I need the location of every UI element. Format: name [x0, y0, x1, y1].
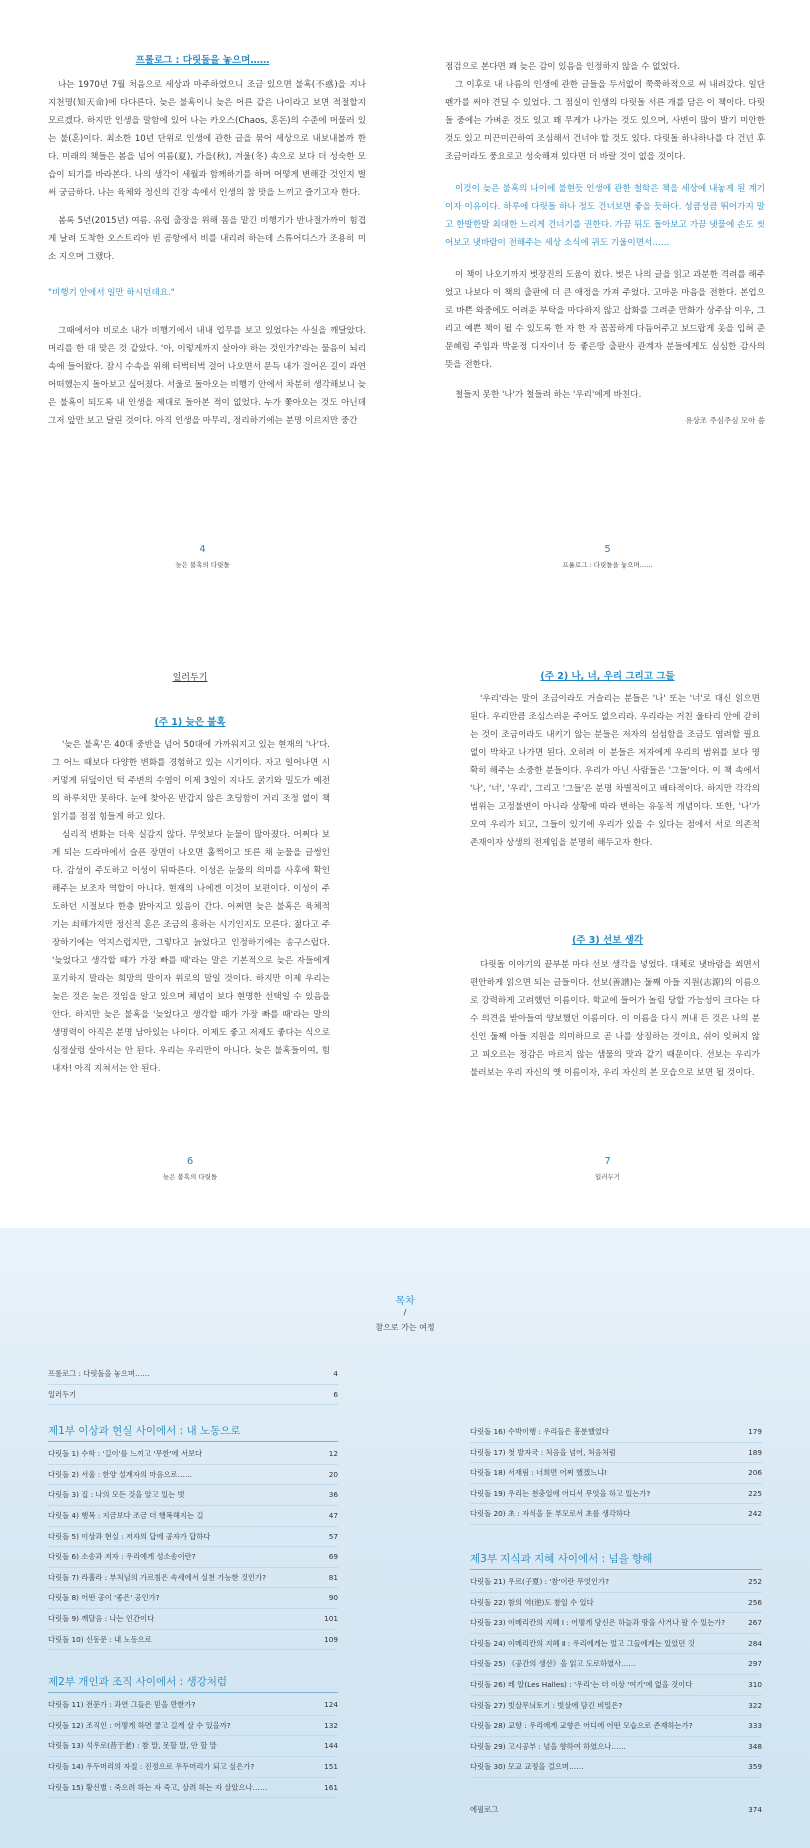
toc-entry-label: 다릿돌 6) 소송과 저자 : 우리에게 성소송이란?: [48, 1552, 196, 1562]
paragraph: 심리적 변화는 더욱 실감지 않다. 무엇보다 눈물이 많아졌다. 어쩌다 보게 되는 드라마에서 슬픈 장면이 나오면 훌쩍이고 또른 채 눈물을 글썽인다. 감성이 주도하고 이성이 뒤따른다. 이성은 눈물의 의미를 사후에 확인해주는 보조자 역할이 아니다. 현재의 나에겐 이것이 보편이다. 이성이 주도하던 시절보다 한층 밝아지고 있음이 간다. 어쩌면 늦은 불혹은 육체적 기는 쇠해가지만 정신적 혼은 조금의 흥하는 시기인지도 모른다. 젊다고 주장하기에는 억지스럽지만, 그렇다고 늙었다고 인정하기에는 송구스럽다. '늦었다고 생각할 때가 가장 빠를 때'라는 말은 기본적으로 늦은 자들에게 포기하지 말라는 희망의 말이자 위로의 말일 것이다. 하지만 이제 우리는 늦은 것은 늦은 것임을 알고 있으며 체념이 보다 현명한 선택일 수 있음을 안다. 하지만 늦은 불혹을 '늦었다고 생각할 때가 가장 빠를 때'라는 말의 생명력이 아직은 분명 남아있는 나이다. 이제도 좋고 저제도 좋다는 식으로 심정살렁 살아서는 안 된다. 우리는 우리만이 아니다. 늦은 불혹들이여, 힘내자! 아직 지쳐서는 안 된다.: [52, 830, 330, 1074]
toc-entry[interactable]: [48, 1385, 338, 1406]
toc-left-column: [48, 1364, 338, 1798]
toc-entry-label: 다릿돌 8) 어떤 공이 '좋은' 공인가?: [48, 1593, 160, 1603]
pull-quote: "비행기 안에서 일만 하시던데요.": [48, 288, 175, 298]
toc-entry-page: 101: [324, 1613, 338, 1623]
toc-entry-page: 81: [328, 1572, 338, 1582]
toc-entry-label: 다릿돌 18) 서재림 : 너희면 어찌 했겠느냐!: [470, 1468, 608, 1478]
toc-entry-label: 다릿돌 24) 이메리칸의 지혜 Ⅱ : 우리에게는 얼고 그들에게는 있었던 것: [470, 1638, 695, 1648]
toc-entry-page: 161: [324, 1782, 338, 1792]
toc-entry-page: 20: [328, 1469, 338, 1479]
page-5: [405, 0, 810, 600]
toc-entry-page: 57: [328, 1531, 338, 1541]
toc-entry[interactable]: [48, 1485, 338, 1506]
toc-entry-label: 다릿돌 5) 이상과 현실 : 저자의 답에 공자가 답하다: [48, 1531, 211, 1541]
toc-entry-label: 다릿돌 11) 전문가 : 과연 그들은 믿을 만한가?: [48, 1700, 196, 1710]
paragraph: 봄록 5년(2015년) 여름. 유럽 출장을 위해 몸을 맡긴 비행기가 반나절가까이 힘겹게 날려 도착한 오스트리아 빈 공항에서 비를 내리려 하는데 스튜어디스가 조용히 미소 지으며 그랬다.: [48, 216, 366, 262]
toc-entry[interactable]: [48, 1506, 338, 1527]
toc-entry[interactable]: [470, 1593, 762, 1614]
toc-entry-label: 다릿돌 2) 서울 : 한양 설계자의 마음으로……: [48, 1469, 193, 1479]
toc-entry-label: 다릿돌 7) 라훌라 : 부처님의 가르침은 속세에서 실천 가능한 것인가?: [48, 1572, 266, 1582]
toc-entry-page: 252: [748, 1576, 762, 1586]
page-footer: 늦은 불혹의 다릿돌: [175, 561, 230, 569]
paragraph: 다릿돌 이야기의 끝부분 마다 선보 생각을 넣었다. 대체로 냇바람을 쐬면서 편안하게 읽으면 되는 글들이다. 선보(善譜)는 둘째 아들 지원(志源)의 이름으로 강력하게 고려했던 이름이다. 학교에 들어가 놀림 당할 가능성이 크다는 다수 의견을 받아들여 양보했던 이름이다. 이 이름을 다시 꺼내 든 것은 나의 분신인 둘째 아들 지원을 의미하므로 곧 나를 상징하는 것이요, 쉬이 잊혀지 않고 피오르는 정감은 마르지 않는 샘물의 맛과 같기 때문이다. 선보는 우리가 불러보는 우리 자신의 옛 이름이자, 우리 자신의 본 모습으로 보면 될 것이다.: [470, 960, 760, 1078]
toc-entry-page: 69: [328, 1552, 338, 1562]
note-1-heading: (주 1) 늦은 불혹: [154, 717, 226, 728]
paragraph: '늦은 불혹'은 40대 중반을 넘어 50대에 가까워지고 있는 현재의 '나'다. 그 어느 때보다 다양한 변화를 경험하고 있는 시기이다. 자고 일어나면 시커멓게 뒤덮이던 턱 주변의 수염이 이제 3일이 지나도 굵기와 밀도가 예전의 하루치만 못하다. 눈에 찾아온 반갑지 않은 초딩함이 거리 조정 없이 책 읽기를 점점 힘들게 하고 있다.: [52, 740, 330, 822]
toc-entry[interactable]: [470, 1504, 762, 1525]
toc-continued-list: [470, 1422, 762, 1525]
toc-entry-label: 다릿돌 22) 참의 역(逆)도 참일 수 있다: [470, 1597, 594, 1607]
toc-entry-label: 다릿돌 30) 모교 교정을 걸으며……: [470, 1762, 584, 1772]
part-1-list: [48, 1444, 338, 1650]
part-1-heading: 제1부 이상과 현실 사이에서 : 내 노동으로: [48, 1423, 338, 1442]
toc-entry-label: 다릿돌 17) 첫 발자국 : 처음을 넘어, 처음처럼: [470, 1447, 616, 1457]
toc-entry[interactable]: [48, 1736, 338, 1757]
toc-entry[interactable]: [48, 1568, 338, 1589]
signature: 유상조 주심주심 모아 씀: [685, 416, 765, 425]
toc-entry-label: 다릿돌 1) 수학 : '길이'를 느끼고 '무한'에 서보다: [48, 1449, 203, 1459]
toc-entry-label: 다릿돌 27) 빗살무늬토기 : 빗살에 담긴 비밀은?: [470, 1700, 623, 1710]
toc-entry-label: 다릿돌 12) 조직인 : 어떻게 하면 쿨고 길게 살 수 있을까?: [48, 1720, 231, 1730]
paragraph: 그때에서야 비로소 내가 비행기에서 내내 업무를 보고 있었다는 사실을 깨달았다. 머리를 한 대 맞은 것 같았다. '아, 이렇게까지 살아야 하는 것인가?'라는 물음이 뇌리 속에 들어왔다. 잠시 수속을 위해 터벅터벅 걸어 나오면서 문득 내가 걸어온 길이 과연 어떠했는지 돌아보고 싶어졌다. 서울로 돌아오는 비행기 안에서 차분히 생각해보니 늦은 불혹이 되도록 내 인생을 제대로 돌아본 적이 없었다. 누가 쫓아오는 것도 아닌데 그저 앞만 보고 달린 것이다. 아직 인생을 마무리, 정리하기에는 분명 이르지만 중간: [48, 326, 366, 426]
toc-entry-label: 일러두기: [48, 1389, 77, 1399]
toc-entry-label: 다릿돌 29) 고시공부 : 넘을 향하여 하였으나……: [470, 1741, 626, 1751]
page-footer: 일러두기: [594, 1173, 621, 1181]
toc-entry[interactable]: [48, 1465, 338, 1486]
toc-entry-page: 310: [748, 1679, 762, 1689]
toc-entry-page: 4: [333, 1369, 338, 1378]
toc-entry[interactable]: [48, 1364, 338, 1385]
toc-entry[interactable]: [470, 1757, 762, 1778]
note-3-heading: (주 3) 선보 생각: [571, 935, 644, 946]
toc-entry-page: 359: [748, 1762, 762, 1772]
toc-entry-label: 에필로그: [470, 1804, 499, 1814]
toc-entry-page: 225: [748, 1488, 762, 1498]
page-4: [0, 0, 405, 600]
toc-entry[interactable]: [470, 1737, 762, 1758]
toc-entry-page: 36: [328, 1490, 338, 1500]
toc-entry[interactable]: [48, 1630, 338, 1651]
page-6: [0, 630, 405, 1230]
toc-entry-page: 132: [324, 1720, 338, 1730]
toc-entry-label: 다릿돌 23) 이메리칸의 지혜 Ⅰ : 어떻게 당신은 하늘과 땅을 사거나 팔 수 있는가?: [470, 1618, 726, 1628]
toc-entry-page: 284: [748, 1638, 762, 1648]
blue-paragraph: 이것이 늦은 불혹의 나이에 불현듯 인생에 관한 철학은 책을 세상에 내놓게 된 계기이자 이유이다. 하루에 다릿돌 하나 정도 건너보면 좋을 듯하다. 성큼성큼 뛰어가지 말고 한발한발 최대한 느리게 건너기를 권한다. 가끔 뒤도 돌아보고 가끔 냇물에 손도 씻어보고 냇바람이 전해주는 세상 소식에 귀도 기울이면서……: [445, 184, 765, 248]
toc-entry[interactable]: [48, 1757, 338, 1778]
page-4-body: [48, 76, 366, 430]
notes-heading: 일러두기: [172, 673, 208, 683]
toc-entry[interactable]: [470, 1572, 762, 1593]
toc-entry-label: 다릿돌 21) 우르(子夏) : '참'이란 무엇인가?: [470, 1576, 609, 1586]
toc-entry-label: 다릿돌 4) 행복 : 지금보다 조금 더 행복해지는 길: [48, 1510, 204, 1520]
toc-entry-label: 다릿돌 26) 레 알(Les Halles) : '우리'는 더 이상 '여기'에 없을 것이다: [470, 1679, 693, 1689]
toc-entry-page: 256: [748, 1597, 762, 1607]
toc-entry-page: 124: [324, 1700, 338, 1710]
toc-entry-page: 267: [748, 1618, 762, 1628]
toc-entry-page: 333: [748, 1721, 762, 1731]
part-2-heading: 제2부 개인과 조직 사이에서 : 생강처럼: [48, 1674, 338, 1693]
toc-entry-label: 다릿돌 15) 황신별 : 죽으려 하는 자 죽고, 살려 하는 자 살았으나……: [48, 1782, 268, 1792]
toc-entry-page: 47: [328, 1510, 338, 1520]
toc-entry-page: 374: [748, 1804, 762, 1814]
toc-entry-label: 다릿돌 20) 초 : 자식을 둔 부모로서 초를 생각하다: [470, 1509, 631, 1519]
toc-entry-label: 다릿돌 16) 수박이행 : 우리들은 흥분했었다: [470, 1427, 609, 1436]
paragraph: 점검으로 본다면 꽤 늦은 감이 있음을 인정하지 않을 수 없었다.: [445, 62, 680, 72]
toc-entry-page: 12: [328, 1449, 338, 1459]
toc-entry[interactable]: [470, 1613, 762, 1634]
toc-subtitle: 참으로 가는 여정: [375, 1323, 435, 1332]
toc-entry[interactable]: [470, 1696, 762, 1717]
toc-entry[interactable]: [48, 1695, 338, 1716]
part-2-list: [48, 1695, 338, 1798]
page-5-body: [445, 58, 765, 430]
paragraph: 나는 1970년 7월 처음으로 세상과 마주하였으니 조금 있으면 불혹(不惑)을 지나 지천명(知天命)에 다다른다. 늦은 불혹이니 늦은 어른 같은 나이라고 보면 적절할지 모르겠다. 하지만 인생을 말함에 있어 나는 카오스(Chaos, 혼돈)의 수준에 머물러 있는 불(혼)이다. 최소한 10년 단위로 인생에 관한 글을 묶어 세상으로 내보내볼까 한다. 미래의 책들은 봄을 넘어 여름(夏), 가을(秋), 겨울(冬) 속으로 보다 더 성숙한 모습이 되기를 바라본다. 나의 생각이 세월과 함께하기를 하며 어떻게 변해갈 것인지 벌써 궁금하다. 나는 육체와 정신의 긴장 속에서 인생의 참 맛을 느끼고 즐기고자 한다.: [48, 80, 366, 198]
part-3-heading: 제3부 지식과 지혜 사이에서 : 넘을 향해: [470, 1551, 762, 1570]
toc-entry[interactable]: [48, 1527, 338, 1548]
toc-entry-page: 206: [748, 1468, 762, 1478]
toc-entry[interactable]: [470, 1463, 762, 1484]
toc-entry-page: 179: [748, 1427, 762, 1436]
toc-entry-page: 144: [324, 1741, 338, 1751]
toc-title: 목차: [395, 1296, 415, 1307]
note-2-heading: (주 2) 나, 너, 우리 그리고 그들: [540, 671, 675, 682]
toc-entry-label: 다릿돌 10) 신동문 : 내 노동으로: [48, 1634, 152, 1644]
page-number: 5: [604, 544, 611, 555]
dedication: 철들지 못한 '나'가 철들려 하는 '우리'에게 바친다.: [455, 390, 642, 400]
toc-entry-label: 다릿돌 9) 깨달음 : 나는 인간이다: [48, 1613, 155, 1623]
part-3-list: [470, 1572, 762, 1778]
toc-entry-page: 90: [328, 1593, 338, 1603]
toc-entry[interactable]: [470, 1422, 762, 1443]
page-footer: 프롤로그 : 다릿돌을 놓으며……: [562, 561, 653, 569]
page-6-body: [52, 736, 330, 1078]
toc-entry-label: 다릿돌 14) 우두머리의 자질 : 진정으로 우두머리가 되고 싶은가?: [48, 1761, 255, 1771]
page-number: 7: [604, 1156, 611, 1167]
toc-entry-page: 189: [748, 1447, 762, 1457]
prologue-heading: 프롤로그 : 다릿돌을 놓으며……: [135, 55, 270, 66]
toc-entry-page: 348: [748, 1741, 762, 1751]
toc-entry-page: 297: [748, 1659, 762, 1669]
toc-entry-label: 다릿돌 13) 석우로(昔于老) : 참 말, 못할 말, 안 할 말: [48, 1741, 217, 1751]
toc-entry[interactable]: [48, 1778, 338, 1799]
toc-entry-page: 322: [748, 1700, 762, 1710]
toc-entry-label: 프롤로그 : 다릿돌을 놓으며……: [48, 1369, 150, 1378]
toc-entry[interactable]: [470, 1484, 762, 1505]
toc-entry[interactable]: [470, 1634, 762, 1655]
toc-entry-label: 다릿돌 25) 《공간의 생산》을 읽고 도로하였사……: [470, 1659, 636, 1669]
toc-entry[interactable]: [470, 1716, 762, 1737]
page-7-body-2: [470, 956, 760, 1082]
toc-entry-label: 다릿돌 28) 교향 : 우리에게 교향은 어디에 어떤 모습으로 존재하는가?: [470, 1721, 693, 1731]
page-footer: 늦은 불혹의 다릿돌: [162, 1173, 218, 1181]
toc-entry[interactable]: [48, 1444, 338, 1465]
page-number: 4: [199, 544, 206, 555]
toc-entry[interactable]: [48, 1547, 338, 1568]
paragraph: 이 책이 나오기까지 벗장진의 도움이 컸다. 벗은 나의 글을 읽고 과분한 격려를 해주었고 나보다 이 책의 출판에 더 큰 애정을 가져 주었다. 고마운 마음을 전한다. 본업으로 바쁜 와중에도 어려운 부탁을 마다하지 않고 삽화를 그려준 만화가 상주삼 이우, 그리고 예쁜 책이 될 수 있도록 한 자 한 자 꼼꼼하게 다듬어주고 보드랍게 옷을 입혀 준 문혜림 주임과 박윤정 디자이너 등 좋은땅 출판사 관계자 분들에게도 심심한 감사의 뜻을 전한다.: [445, 270, 765, 370]
paragraph: '우리'라는 말이 조금이라도 거슬리는 분들은 '나' 또는 '너'로 대신 읽으면 된다. 우리만큼 조심스러운 주어도 없으리라. 우리라는 거친 울타리 안에 갇히는 것이 조금이라도 내키기 않는 분들은 저자의 섬섬함을 조금도 염려할 필요 없이 박차고 나가면 된다. 오히려 이 분들은 저자에게 우리의 범위를 보다 명확히 해주는 소중한 분들이다. 우리가 아닌 사람들은 '그들'이다. 이 책 속에서 '나', '너', '우리', 그리고 '그들'은 분명 차별적이고 배타적이다. 하지만 각각의 범위는 고정불변이 아니라 상황에 따라 변하는 유동적 개념이다. 또한, '나'가 모여 우리가 되고, 그들이 있기에 우리가 있을 수 있다는 점에서 서로 의존적 존재이자 상생의 전제임을 분명히 해두고자 한다.: [470, 694, 760, 848]
toc-entry-label: 다릿돌 3) 집 : 나의 모든 것을 알고 있는 벗: [48, 1490, 185, 1500]
page-7: [405, 630, 810, 1230]
page-number: 6: [186, 1156, 194, 1167]
toc-entry[interactable]: [48, 1588, 338, 1609]
toc-entry-page: 151: [324, 1761, 338, 1771]
toc-right-column: [470, 1422, 762, 1820]
toc-entry[interactable]: [48, 1609, 338, 1630]
toc-entry[interactable]: [470, 1654, 762, 1675]
page-7-body-1: [470, 690, 760, 852]
toc-entry-label: 다릿돌 19) 우리는 천충일에 어디서 무엇을 하고 있는가?: [470, 1488, 651, 1498]
toc-entry-page: 242: [748, 1509, 762, 1519]
toc-entry-epilogue[interactable]: [470, 1800, 762, 1820]
toc-entry[interactable]: [48, 1716, 338, 1737]
toc-slash: /: [403, 1308, 407, 1317]
toc-entry[interactable]: [470, 1443, 762, 1464]
paragraph: 그 이후로 내 나름의 인생에 관한 글들을 두서없이 쭉쭉하적으로 써 내려갔다. 일단 펜가를 써야 견딜 수 있었다. 그 점실이 인생의 다릿돌 서른 개를 담은 이 책이다. 다릿돌 중에는 가벼운 것도 있고 꽤 무게가 나가는 것도 있으며, 사변이 많이 발기 미안한 것도 있고 미끈미끈하여 조심해서 건너야 할 것도 있다. 다릿돌 하나하나를 다 건넌 후 조금이라도 풍요로고 성숙해져 있다면 더 바랄 것이 없을 것이다.: [445, 80, 765, 162]
toc-entry-page: 6: [333, 1389, 338, 1399]
toc-entry-page: 109: [324, 1634, 338, 1644]
toc-entry[interactable]: [470, 1675, 762, 1696]
